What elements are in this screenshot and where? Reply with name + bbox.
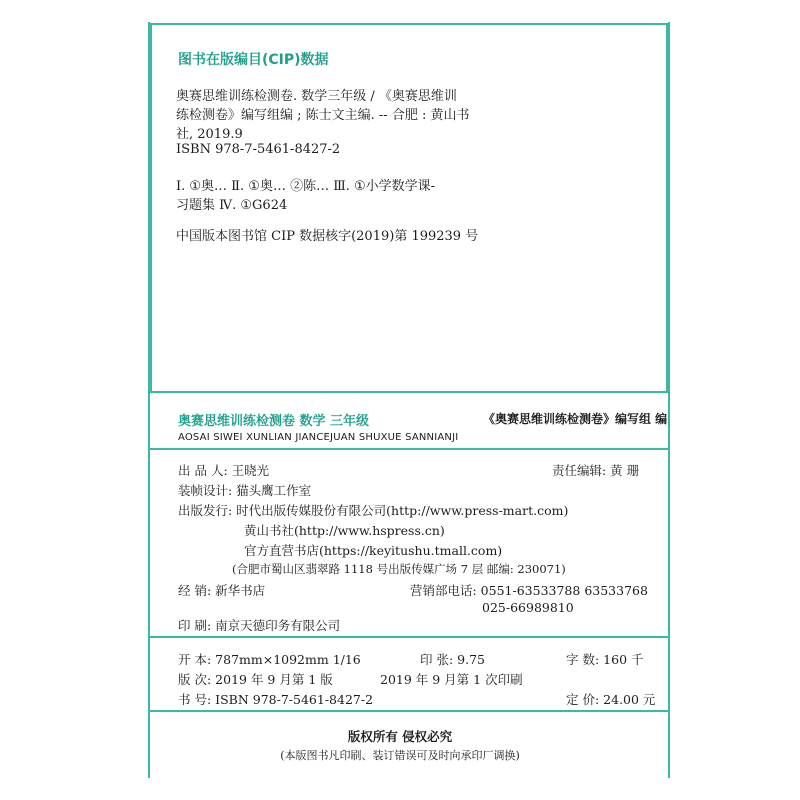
sales-phone-2: 025-66989810 <box>482 600 574 615</box>
rights-note: (本版图书凡印刷、装订错误可及时向承印厂调换) <box>280 749 520 762</box>
cip-data-box <box>150 23 668 393</box>
printed-sheets: 印 张: 9.75 <box>420 652 485 667</box>
cip-classification-1: Ⅰ. ①奥… Ⅱ. ①奥… ②陈… Ⅲ. ①小学数学课- <box>176 179 436 194</box>
publisher-person: 出 品 人: 王晓光 <box>178 463 270 478</box>
huangshan-press: 黄山书社(http://www.hspress.cn) <box>244 523 445 538</box>
cip-line-3: 社, 2019.9 <box>176 127 243 142</box>
sales-phone: 营销部电话: 0551-63533788 63533768 <box>410 583 648 598</box>
dealer: 经 销: 新华书店 <box>178 583 266 598</box>
distributor: 出版发行: 时代出版传媒股份有限公司(http://www.press-mart.com) <box>178 503 569 518</box>
cip-classification-2: 习题集 Ⅳ. ①G624 <box>176 198 288 213</box>
divider-2 <box>150 636 668 638</box>
printing-date: 2019 年 9 月第 1 次印刷 <box>380 672 523 687</box>
cover-design: 装帧设计: 猫头鹰工作室 <box>178 483 312 498</box>
book-title: 奥赛思维训练检测卷 数学 三年级 <box>178 414 370 429</box>
word-count: 字 数: 160 千 <box>566 652 644 667</box>
official-store: 官方直营书店(https://keyitushu.tmall.com) <box>244 543 503 558</box>
price: 定 价: 24.00 元 <box>566 692 656 707</box>
rights-reserved: 版权所有 侵权必究 <box>347 729 453 744</box>
editor-in-charge: 责任编辑: 黄 珊 <box>552 463 640 478</box>
divider-1 <box>150 448 668 450</box>
cip-line-2: 练检测卷》编写组编 ; 陈士文主编. -- 合肥 : 黄山书 <box>176 108 470 123</box>
editor-group: 《奥赛思维训练检测卷》编写组 编 <box>483 412 668 426</box>
format-size: 开 本: 787mm×1092mm 1/16 <box>178 652 361 667</box>
cip-isbn: ISBN 978-7-5461-8427-2 <box>176 142 341 157</box>
publisher-address: (合肥市蜀山区翡翠路 1118 号出版传媒广场 7 层 邮编: 230071) <box>232 562 566 576</box>
cip-heading: 图书在版编目(CIP)数据 <box>178 52 329 68</box>
edition: 版 次: 2019 年 9 月第 1 版 <box>178 672 333 687</box>
printer: 印 刷: 南京天德印务有限公司 <box>178 618 341 633</box>
divider-3 <box>150 710 668 712</box>
cip-approval-number: 中国版本图书馆 CIP 数据核字(2019)第 199239 号 <box>176 229 479 244</box>
book-title-pinyin: AOSAI SIWEI XUNLIAN JIANCEJUAN SHUXUE SANNIANJI <box>178 432 459 443</box>
isbn: 书 号: ISBN 978-7-5461-8427-2 <box>178 692 374 707</box>
cip-line-1: 奥赛思维训练检测卷. 数学三年级 / 《奥赛思维训 <box>176 89 457 104</box>
